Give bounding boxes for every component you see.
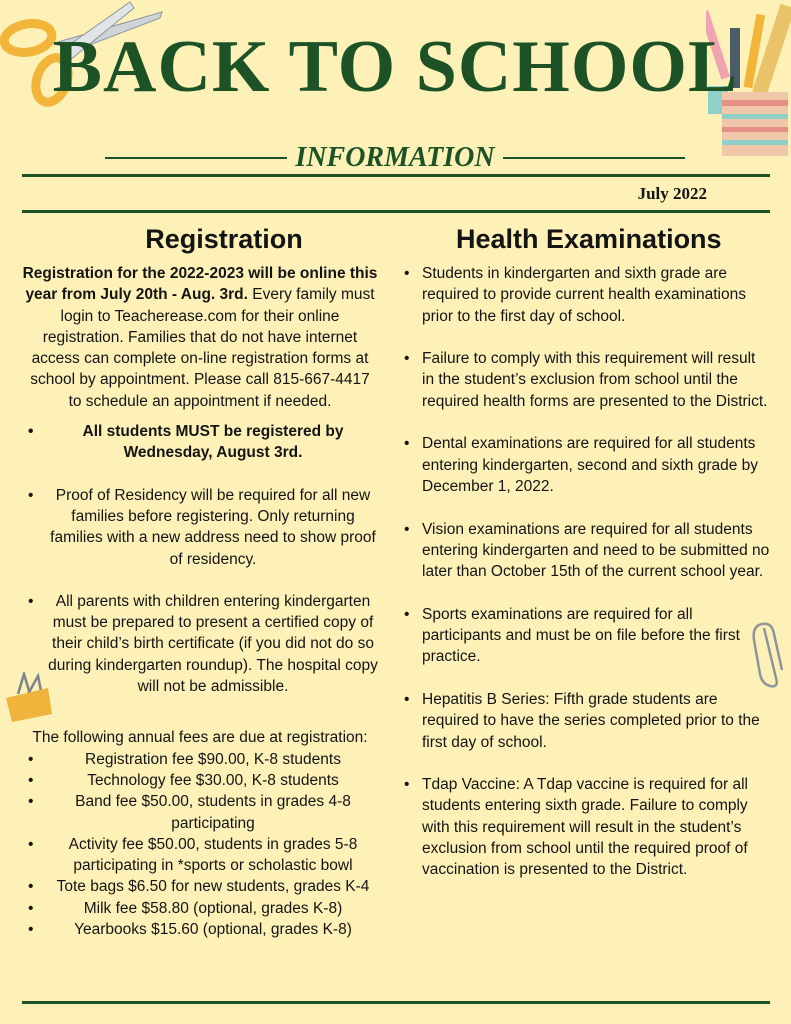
divider-middle <box>22 210 770 213</box>
list-item: • Technology fee $30.00, K-8 students <box>22 770 378 791</box>
list-item: • Vision examinations are required for all students entering kindergarten and need to be submitted no later than October 15th of the current school year. <box>401 519 771 583</box>
list-item: • Students in kindergarten and sixth grade are required to provide current health examinations prior to the first day of school. <box>401 263 771 327</box>
list-item: • Band fee $50.00, students in grades 4-8 participating <box>22 791 378 834</box>
list-item: • All parents with children entering kindergarten must be prepared to present a certified copy of their child’s birth certificate (if you did not do so during kindergarten roundup). The hospital copy will not be admissible. <box>22 591 378 697</box>
list-item: • Hepatitis B Series: Fifth grade students are required to have the series completed prior to the first day of school. <box>401 689 771 753</box>
registration-intro <box>22 263 378 412</box>
registration-heading: Registration <box>145 224 303 254</box>
registration-bullets <box>22 421 378 697</box>
divider-top <box>22 174 770 177</box>
list-item: • Dental examinations are required for all students entering kindergarten, second and sixth grade by December 1, 2022. <box>401 433 771 497</box>
health-bullets <box>401 263 771 881</box>
registration-column <box>22 263 378 940</box>
page-title: BACK TO SCHOOL <box>52 26 739 108</box>
registration-intro-rest: Every family must login to Teacherease.com for their online registration. Families that do not have internet access can complete on-line registration forms at school by appointment. Please call 815-667-4417 to schedule an appointment if needed. <box>30 286 375 410</box>
list-item: • Registration fee $90.00, K-8 students <box>22 749 378 770</box>
list-item: • All students MUST be registered by Wednesday, August 3rd. <box>22 421 378 464</box>
subtitle-rule-right <box>503 157 685 159</box>
subtitle-row <box>105 138 685 178</box>
fees-intro: The following annual fees are due at registration: <box>32 729 368 747</box>
fees-list <box>22 749 378 941</box>
registration-intro-bold: Registration for the 2022-2023 will be online this year from July 20th - Aug. 3rd. <box>22 265 378 304</box>
list-item: • Yearbooks $15.60 (optional, grades K-8) <box>22 919 378 940</box>
health-heading: Health Examinations <box>456 224 722 254</box>
subtitle-rule-left <box>105 157 287 159</box>
list-item: • Milk fee $58.80 (optional, grades K-8) <box>22 898 378 919</box>
list-item: • Activity fee $50.00, students in grades 5-8 participating in *sports or scholastic bowl <box>22 834 378 877</box>
list-item: • Tote bags $6.50 for new students, grades K-4 <box>22 876 378 897</box>
divider-bottom <box>22 1001 770 1004</box>
subtitle: INFORMATION <box>295 142 495 173</box>
list-item: • Proof of Residency will be required for all new families before registering. Only returning families with a new address need to show proof of residency. <box>22 485 378 570</box>
list-item: • Tdap Vaccine: A Tdap vaccine is required for all students entering sixth grade. Failure to comply with this requirement will result in the student’s exclusion from school until the required proof of vaccination is presented to the District. <box>401 774 771 880</box>
issue-date: July 2022 <box>637 184 707 203</box>
health-column <box>401 263 771 902</box>
list-item: • Failure to comply with this requirement will result in the student’s exclusion from school until the required health forms are presented to the District. <box>401 348 771 412</box>
list-item: • Sports examinations are required for all participants and must be on file before the first practice. <box>401 604 771 668</box>
